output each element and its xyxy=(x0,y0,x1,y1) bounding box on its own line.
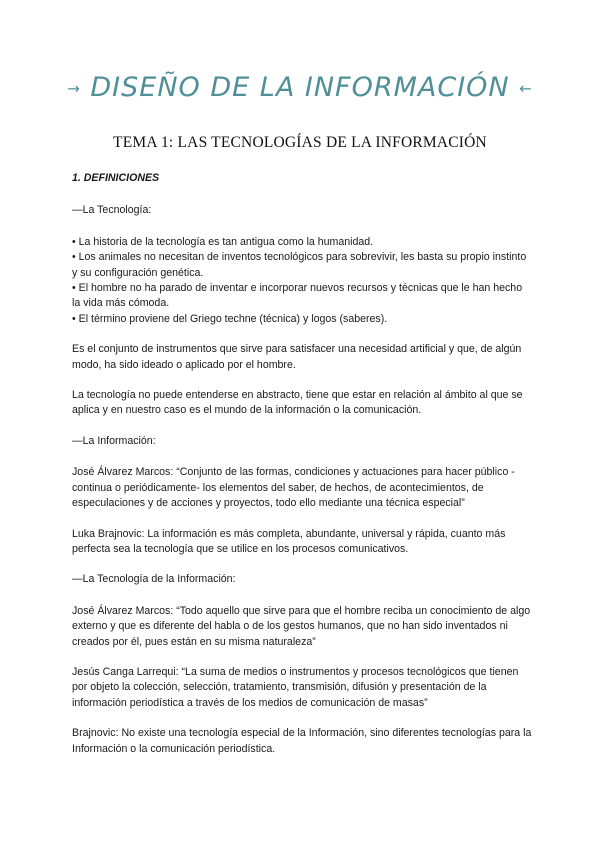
paragraph: Es el conjunto de instrumentos que sirve para satisfacer una necesidad artificial y que, de algún modo, ha sido ideado o aplicado por el hombre. xyxy=(72,343,522,371)
document-title xyxy=(0,72,600,103)
list-item: • Los animales no necesitan de inventos tecnológicos para sobrevivir, les basta su propio instinto y su configuración genética. xyxy=(72,251,527,279)
list-item: • El hombre no ha parado de inventar e incorporar nuevos recursos y técnicas que le han hecho la vida más cómoda. xyxy=(72,282,523,310)
subheading-tecnologia-informacion: —La Tecnología de la Información: xyxy=(72,573,236,586)
arrow-left-icon: ← xyxy=(519,79,533,98)
subheading-informacion: —La Información: xyxy=(72,434,156,447)
section-heading: 1. DEFINICIONES xyxy=(72,172,160,184)
document-subtitle: TEMA 1: LAS TECNOLOGÍAS DE LA INFORMACIÓN xyxy=(113,134,487,151)
subheading-tecnologia: —La Tecnología: xyxy=(72,204,152,217)
bullet-list xyxy=(72,235,532,327)
paragraph: Jesús Canga Larrequi: “La suma de medios o instrumentos y procesos tecnológicos que tienen por objeto la colección, selección, tratamiento, transmisión, difusión y presentación de la información periodística a través de los medios de comunicación de masas” xyxy=(72,665,519,709)
paragraph: Brajnovic: No existe una tecnología especial de la Información, sino diferentes tecnologías para la Información o la comunicación periodística. xyxy=(72,727,532,755)
list-item: • La historia de la tecnología es tan antigua como la humanidad. xyxy=(72,235,374,248)
document-body xyxy=(72,171,532,772)
paragraph: José Álvarez Marcos: “Todo aquello que sirve para que el hombre reciba un conocimiento de algo externo y que es diferente del habla o de los gestos humanos, que no han sido inventados ni creados por él, pues están en su misma naturaleza” xyxy=(72,604,531,648)
paragraph: La tecnología no puede entenderse en abstracto, tiene que estar en relación al ámbito al que se aplica y en nuestro caso es el mundo de la información o la comunicación. xyxy=(72,389,523,417)
paragraph: Luka Brajnovic: La información es más completa, abundante, universal y rápida, cuanto más perfecta sea la tecnología que se utilice en los procesos comunicativos. xyxy=(72,527,506,555)
arrow-right-icon: → xyxy=(67,79,81,98)
list-item: • El término proviene del Griego techne (técnica) y logos (saberes). xyxy=(72,312,388,325)
paragraph: José Álvarez Marcos: “Conjunto de las formas, condiciones y actuaciones para hacer público -continua o periódicamente- los elementos del saber, de hechos, de acontecimientos, de especulaciones y de acciones y proyectos, todo ello mediante una técnica especial” xyxy=(72,466,515,510)
document-title-text: DISEÑO DE LA INFORMACIÓN xyxy=(90,72,510,103)
